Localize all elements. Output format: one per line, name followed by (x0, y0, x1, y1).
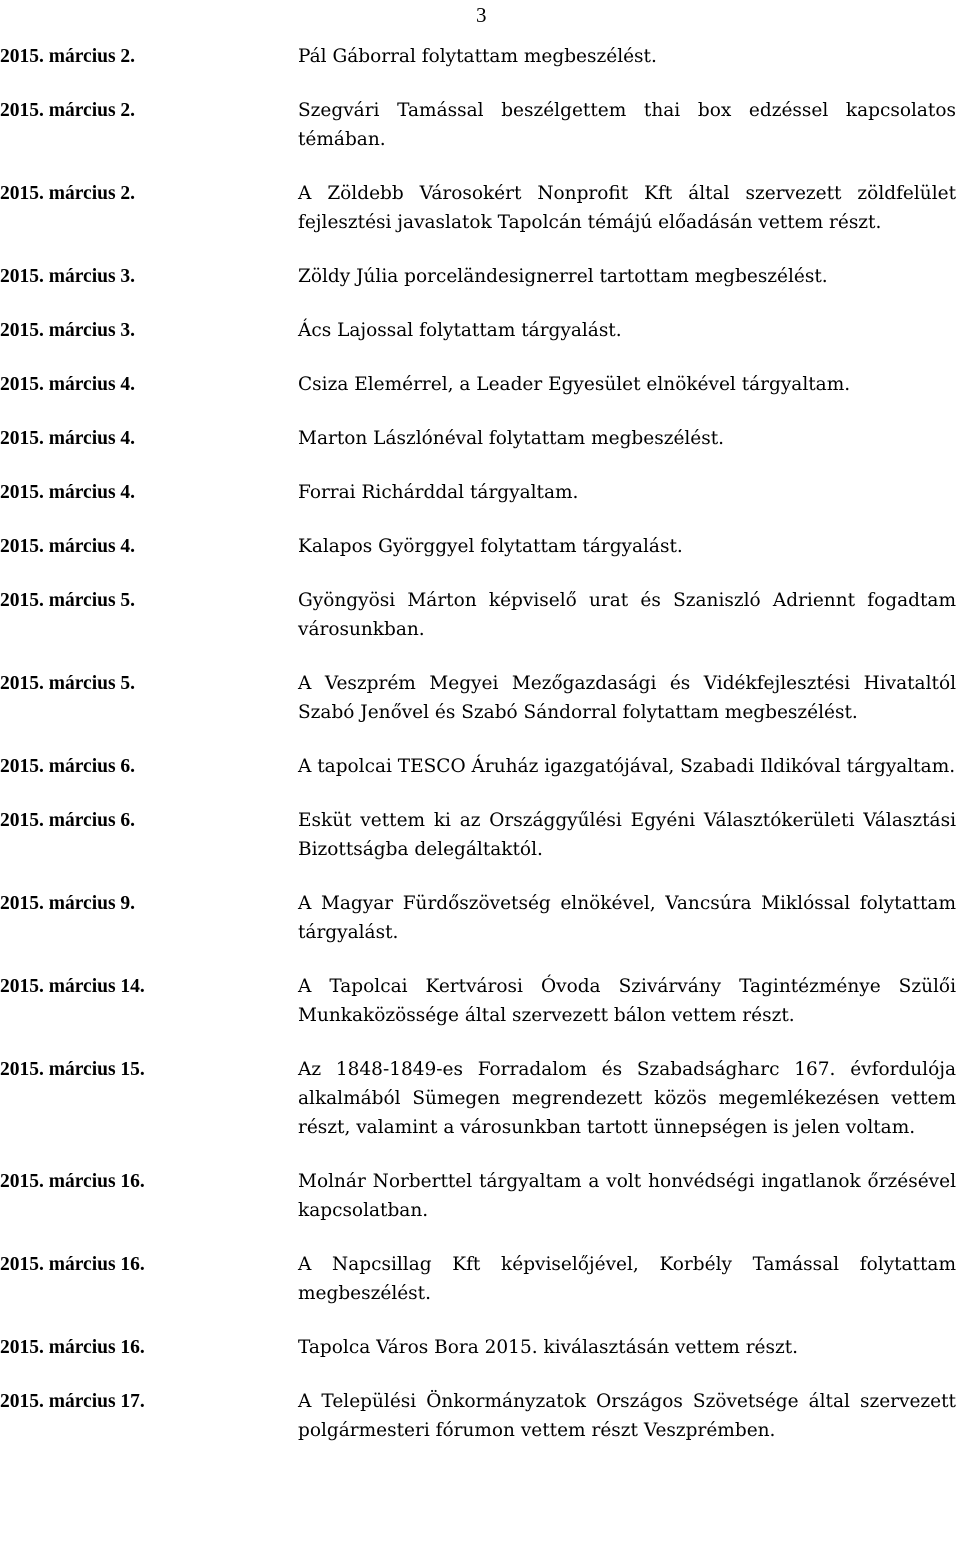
entry-date: 2015. március 2. (0, 46, 136, 67)
entry-date: 2015. március 14. (0, 976, 145, 997)
list-item (0, 316, 960, 345)
entry-date: 2015. március 4. (0, 536, 136, 557)
entry-text: Marton Lászlónéval folytattam megbeszélést. (298, 428, 725, 449)
list-item (0, 889, 960, 947)
entry-text: Az 1848-1849-es Forradalom és Szabadságharc 167. évfordulója alkalmából Sümegen megrendezett közös megemlékezésen vettem részt, valamint a városunkban tartott ünnepségen is jelen voltam. (298, 1059, 956, 1138)
entry-date: 2015. március 4. (0, 482, 136, 503)
list-item (0, 1055, 960, 1142)
list-item (0, 532, 960, 561)
entry-text: Forrai Richárddal tárgyaltam. (298, 482, 579, 503)
entry-date: 2015. március 6. (0, 756, 136, 777)
entry-text: Tapolca Város Bora 2015. kiválasztásán vettem részt. (298, 1337, 799, 1358)
entry-text: Csiza Elemérrel, a Leader Egyesület elnökével tárgyaltam. (298, 374, 851, 395)
entry-text: Gyöngyösi Márton képviselő urat és Szaniszló Adriennt fogadtam városunkban. (298, 590, 956, 640)
entry-text: Szegvári Tamással beszélgettem thai box edzéssel kapcsolatos témában. (298, 100, 956, 150)
entry-text: A Tapolcai Kertvárosi Óvoda Szivárvány Tagintézménye Szülői Munkaközössége által szervezett bálon vettem részt. (298, 976, 956, 1026)
entry-text: Molnár Norberttel tárgyaltam a volt honvédségi ingatlanok őrzésével kapcsolatban. (298, 1171, 956, 1221)
entry-date: 2015. március 5. (0, 673, 136, 694)
list-item (0, 806, 960, 864)
list-item (0, 1167, 960, 1225)
entry-date: 2015. március 6. (0, 810, 136, 831)
entry-date: 2015. március 4. (0, 374, 136, 395)
list-item (0, 478, 960, 507)
entry-text: A Napcsillag Kft képviselőjével, Korbély Tamással folytattam megbeszélést. (298, 1254, 956, 1304)
entry-date: 2015. március 9. (0, 893, 136, 914)
list-item (0, 1250, 960, 1308)
entry-text: Pál Gáborral folytattam megbeszélést. (298, 46, 657, 67)
list-item (0, 752, 960, 781)
entry-date: 2015. március 3. (0, 266, 136, 287)
list-item (0, 42, 960, 71)
entry-text: A Magyar Fürdőszövetség elnökével, Vancsúra Miklóssal folytattam tárgyalást. (298, 893, 956, 943)
entry-date: 2015. március 2. (0, 183, 136, 204)
entry-date: 2015. március 17. (0, 1391, 145, 1412)
entry-date: 2015. március 3. (0, 320, 136, 341)
list-item (0, 370, 960, 399)
entry-date: 2015. március 16. (0, 1337, 145, 1358)
entry-date: 2015. március 15. (0, 1059, 145, 1080)
entry-date: 2015. március 2. (0, 100, 136, 121)
entry-text: A Települési Önkormányzatok Országos Szövetsége által szervezett polgármesteri fórumon vettem részt Veszprémben. (298, 1391, 956, 1441)
list-item (0, 424, 960, 453)
entry-date: 2015. március 16. (0, 1171, 145, 1192)
list-item (0, 1387, 960, 1445)
entry-text: A Veszprém Megyei Mezőgazdasági és Vidékfejlesztési Hivataltól Szabó Jenővel és Szabó Sándorral folytattam megbeszélést. (298, 673, 956, 723)
entry-text: Kalapos Györggyel folytattam tárgyalást. (298, 536, 683, 557)
list-item (0, 586, 960, 644)
entry-date: 2015. március 5. (0, 590, 136, 611)
entry-list (0, 42, 960, 1470)
entry-date: 2015. március 16. (0, 1254, 145, 1275)
entry-text: Zöldy Júlia porceländesignerrel tartottam megbeszélést. (298, 266, 828, 287)
entry-text: Esküt vettem ki az Országgyűlési Egyéni Választókerületi Választási Bizottságba delegáltaktól. (298, 810, 956, 860)
page-number: 3 (476, 3, 487, 27)
list-item (0, 972, 960, 1030)
list-item (0, 262, 960, 291)
entry-text: Ács Lajossal folytattam tárgyalást. (298, 320, 622, 341)
list-item (0, 179, 960, 237)
list-item (0, 1333, 960, 1362)
list-item (0, 669, 960, 727)
list-item (0, 96, 960, 154)
entry-text: A Zöldebb Városokért Nonprofit Kft által szervezett zöldfelület fejlesztési javaslatok Tapolcán témájú előadásán vettem részt. (298, 183, 956, 233)
entry-date: 2015. március 4. (0, 428, 136, 449)
entry-text: A tapolcai TESCO Áruház igazgatójával, Szabadi Ildikóval tárgyaltam. (298, 756, 956, 777)
